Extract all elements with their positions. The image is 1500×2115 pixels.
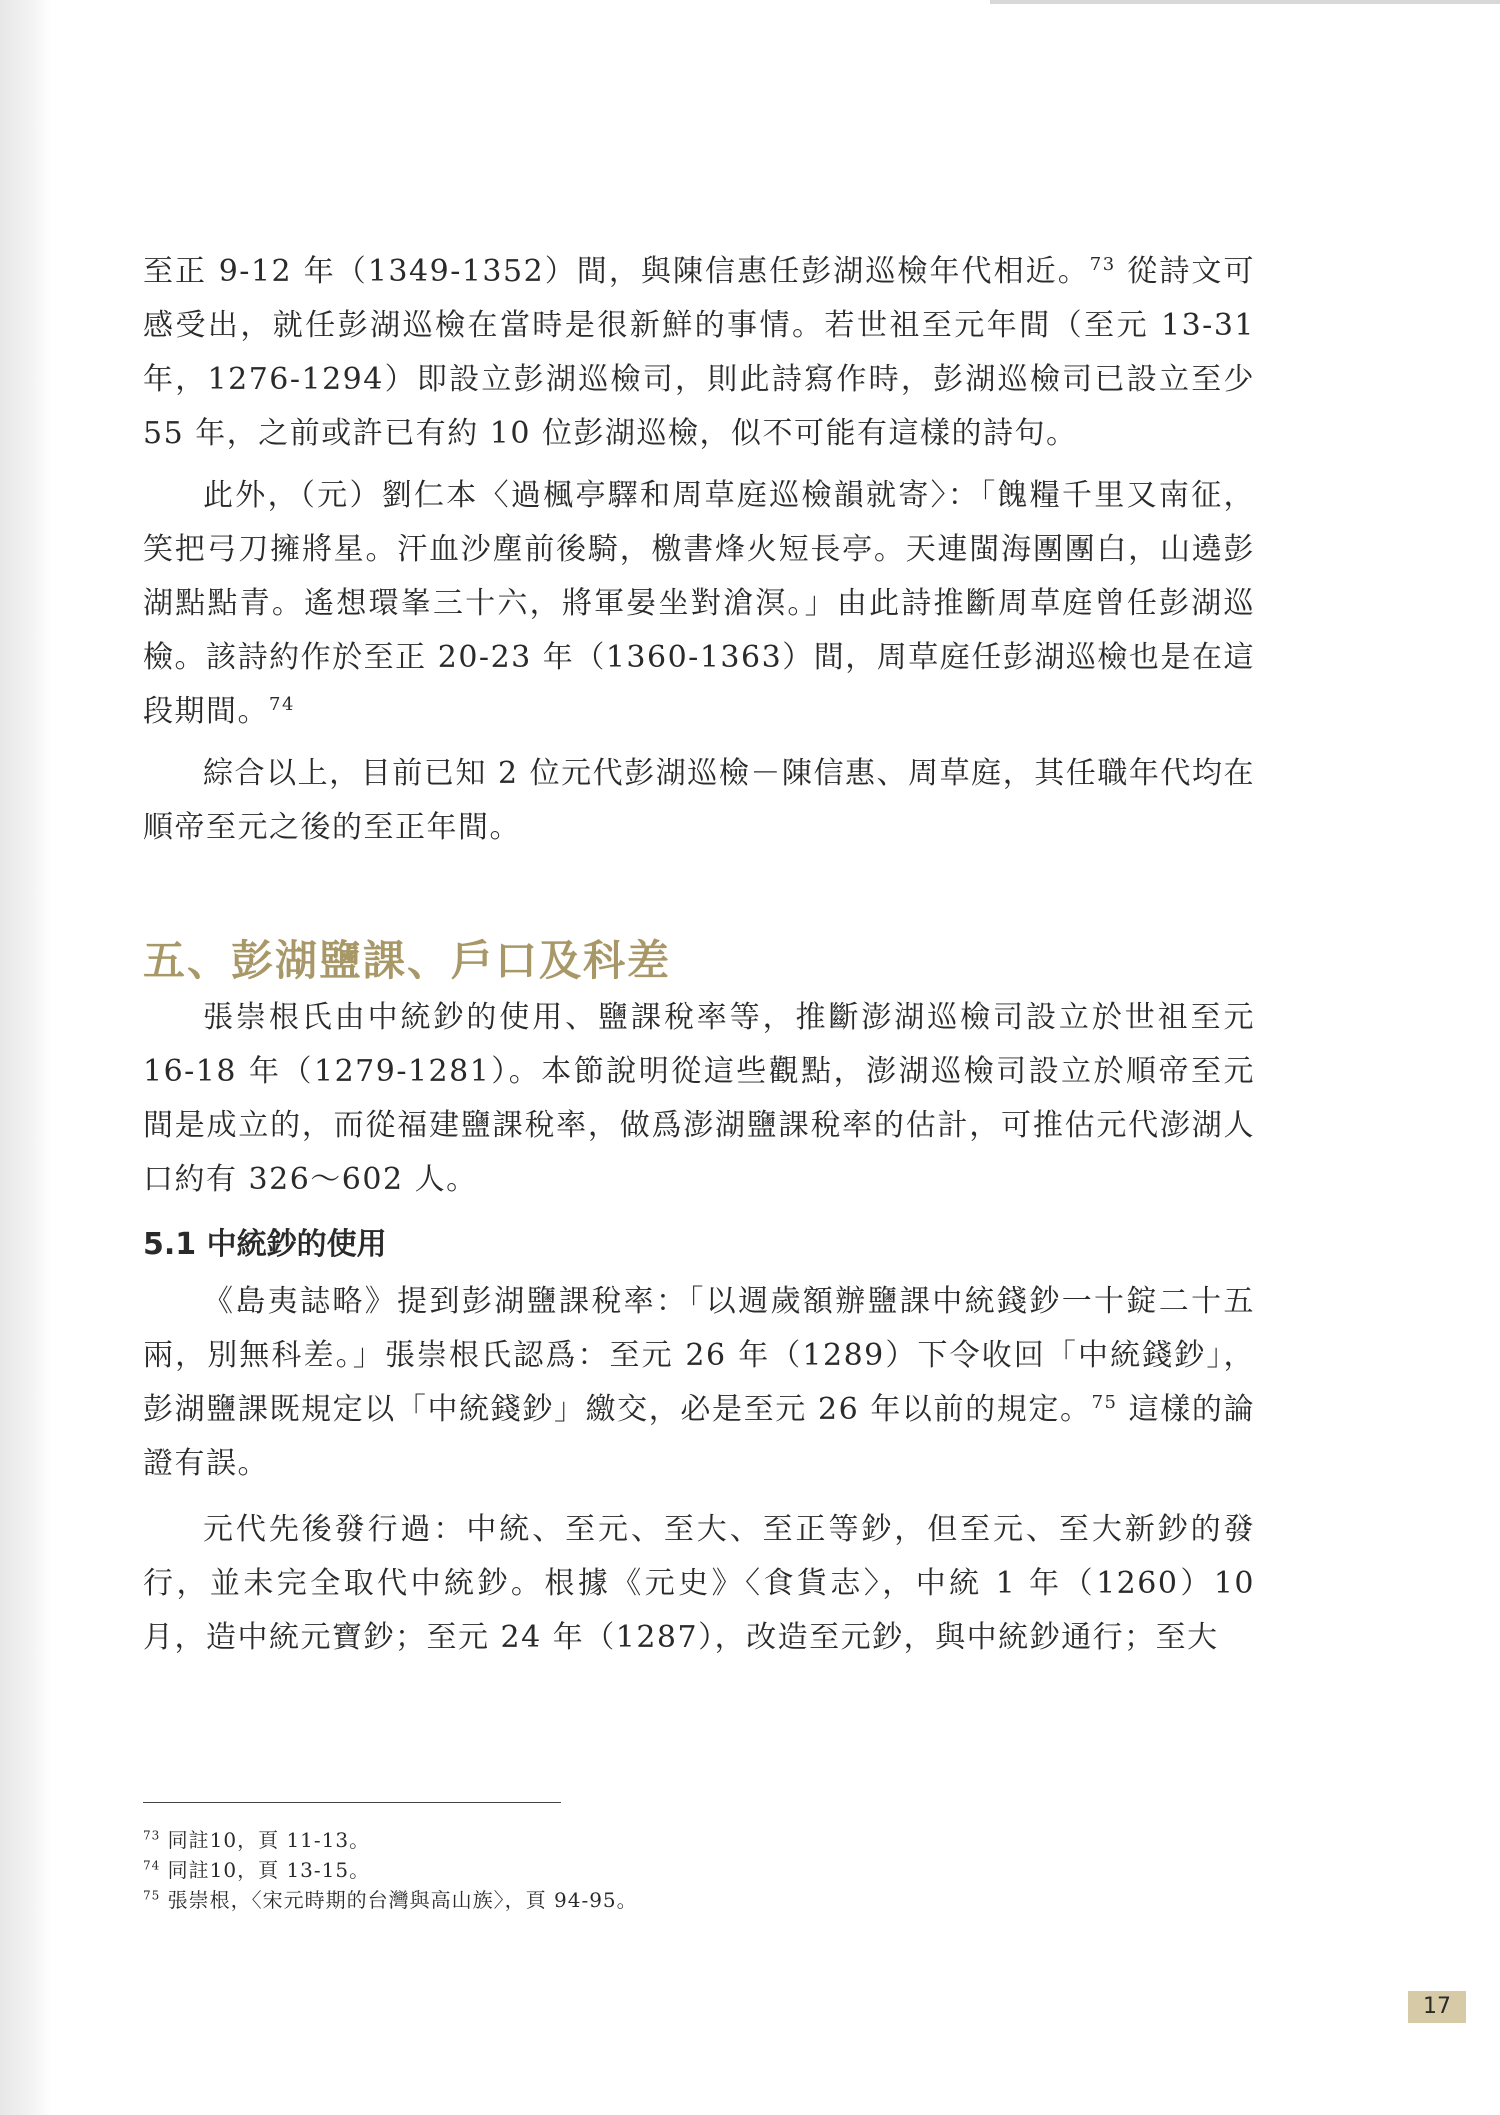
page-edge-shadow [0, 0, 52, 2115]
footnote-number: 75 [143, 1888, 161, 1903]
paragraph-summary [143, 747, 1255, 855]
footnote-73 [143, 1825, 1043, 1855]
subsection-heading: 5.1 中統鈔的使用 [143, 1227, 387, 1262]
footnote-75 [143, 1885, 1043, 1915]
footnote-ref-73[interactable]: 73 [1089, 254, 1116, 275]
page-number-badge: 17 [1408, 1991, 1466, 2023]
section-intro: 張崇根氏由中統鈔的使用、鹽課稅率等，推斷澎湖巡檢司設立於世祖至元 16-18 年（1279-1281）。本節說明從這些觀點，澎湖巡檢司設立於順帝至元間是成立的，而從福建鹽課稅率，做爲澎湖鹽課稅率的估計，可推估元代澎湖人口約有 326～602 人。 [143, 1000, 1255, 1197]
paragraph-text: 這樣的論證有誤。 [143, 1392, 1255, 1481]
footnote-74 [143, 1855, 1043, 1885]
footnote-number: 73 [143, 1828, 161, 1843]
paragraph-text: 綜合以上，目前已知 2 位元代彭湖巡檢－陳信惠、周草庭，其任職年代均在順帝至元之後的至正年間。 [143, 756, 1255, 845]
paragraph-text: 《島夷誌略》提到彭湖鹽課稅率：「以週歲額辦鹽課中統錢鈔一十錠二十五兩，別無科差。」張崇根氏認爲：至元 26 年（1289）下令收回「中統錢鈔」，彭湖鹽課既規定以「中統錢鈔」繳交，必是至元 26 年以前的規定。 [143, 1284, 1255, 1427]
paragraph-salt-tax [143, 1275, 1255, 1491]
paragraph-currency-history [143, 1503, 1255, 1665]
footnote-ref-74[interactable]: 74 [269, 694, 295, 715]
footnotes [143, 1825, 1043, 1915]
paragraph-text: 元代先後發行過：中統、至元、至大、至正等鈔，但至元、至大新鈔的發行，並未完全取代中統鈔。根據《元史》〈食貨志〉，中統 1 年（1260）10 月，造中統元寶鈔；至元 24 年（1287），改造至元鈔，與中統鈔通行；至大 [143, 1512, 1255, 1655]
footnote-number: 74 [143, 1858, 161, 1873]
paragraph-liu-renben-poem [143, 469, 1255, 739]
paragraph-continuation [143, 245, 1255, 461]
section-heading: 五、彭湖鹽課、戶口及科差 [143, 936, 672, 985]
paragraph-text: 此外，（元）劉仁本〈過楓亭驛和周草庭巡檢韻就寄〉：「餽糧千里又南征，笑把弓刀擁將星。汗血沙塵前後騎，檄書烽火短長亭。天連閩海團團白，山遶彭湖點點青。遙想環峯三十六，將軍晏坐對滄溟。」由此詩推斷周草庭曾任彭湖巡檢。該詩約作於至正 20-23 年（1360-1363）間，周草庭任彭湖巡檢也是在這段期間。 [143, 478, 1255, 729]
footnote-divider [143, 1802, 561, 1803]
paragraph-text: 從詩文可感受出，就任彭湖巡檢在當時是很新鮮的事情。若世祖至元年間（至元 13-31 年，1276-1294）即設立彭湖巡檢司，則此詩寫作時，彭湖巡檢司已設立至少 55 年，之前或許已有約 10 位彭湖巡檢，似不可能有這樣的詩句。 [143, 254, 1255, 451]
main-content [143, 245, 1255, 1665]
footnote-ref-75[interactable]: 75 [1091, 1392, 1118, 1413]
footnote-text: 同註10，頁 11-13。 [160, 1828, 371, 1852]
paragraph-text: 至正 9-12 年（1349-1352）間，與陳信惠任彭湖巡檢年代相近。 [143, 254, 1090, 289]
footnote-text: 同註10，頁 13-15。 [160, 1858, 371, 1882]
footnote-text: 張崇根，〈宋元時期的台灣與高山族〉，頁 94-95。 [160, 1888, 638, 1912]
top-edge-line [990, 0, 1500, 4]
